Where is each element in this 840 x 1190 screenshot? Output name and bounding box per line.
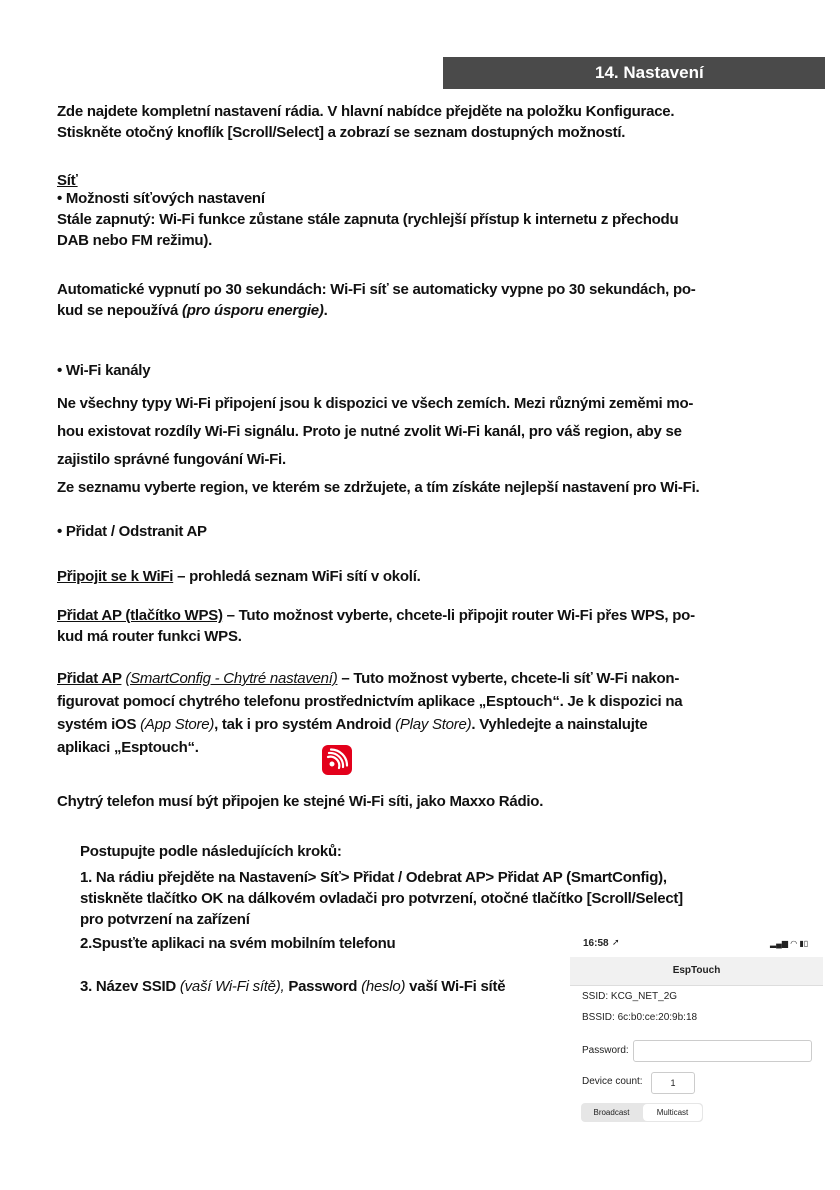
network-heading: Síť — [57, 172, 78, 189]
text-italic: (vaší Wi-Fi sítě), — [179, 978, 285, 995]
text: – Tuto možnost vyberte, chcete-li síť W-Fi nakon- — [337, 670, 680, 687]
section-header-bar — [443, 57, 825, 89]
text: systém iOS — [57, 716, 141, 733]
smartconfig-text — [57, 716, 647, 734]
text-italic: (App Store) — [140, 716, 215, 733]
smartconfig-text: figurovat pomocí chytrého telefonu prostřednictvím aplikace „Esptouch“. Je k dispozici na — [57, 693, 683, 710]
text: . Vyhledejte a nainstalujte — [471, 716, 648, 733]
steps-heading: Postupujte podle následujících kroků: — [80, 843, 342, 860]
smartconfig-text: aplikaci „Esptouch“. — [57, 739, 199, 756]
text: – prohledá seznam WiFi sítí v okolí. — [173, 568, 421, 585]
step-1: 1. Na rádiu přejděte na Nastavení> Síť> Přidat / Odebrat AP> Přidat AP (SmartConfig), — [80, 869, 667, 886]
multicast-segment[interactable]: Multicast — [643, 1104, 702, 1121]
step-3 — [80, 978, 505, 996]
step-1: pro potvrzení na zařízení — [80, 911, 250, 928]
auto-off-text: Automatické vypnutí po 30 sekundách: Wi-Fi síť se automaticky vypne po 30 sekundách, po- — [57, 281, 696, 298]
channels-text: Ne všechny typy Wi-Fi připojení jsou k dispozici ve všech zemích. Mezi různými zeměmi mo- — [57, 395, 694, 412]
location-icon: ➚ — [612, 937, 620, 947]
text: 3. Název SSID — [80, 978, 180, 995]
text: – Tuto možnost vyberte, chcete-li připojit router Wi-Fi přes WPS, po- — [222, 607, 695, 624]
ap-heading: • Přidat / Odstranit AP — [57, 523, 207, 540]
always-on-text: DAB nebo FM režimu). — [57, 232, 212, 249]
broadcast-segment[interactable]: Broadcast — [593, 1108, 630, 1117]
connect-wifi-link: Připojit se k WiFi — [57, 568, 174, 585]
text-italic: (pro úsporu energie) — [181, 302, 324, 319]
network-options-heading: • Možnosti síťových nastavení — [57, 190, 265, 207]
smartconfig-link: Přidat AP — [57, 670, 122, 687]
channels-text: zajistilo správné fungování Wi-Fi. — [57, 451, 286, 468]
esptouch-app-icon — [322, 745, 352, 775]
wps-link: Přidat AP (tlačítko WPS) — [57, 607, 223, 624]
step-1: stiskněte tlačítko OK na dálkovém ovladači pro potvrzení, otočné tlačítko [Scroll/Select] — [80, 890, 683, 907]
wps-text: kud má router funkci WPS. — [57, 628, 242, 645]
mode-segmented-control — [581, 1103, 703, 1122]
smartconfig-link-italic: (SmartConfig - Chytré nastavení) — [125, 670, 338, 687]
intro-line: Stiskněte otočný knoflík [Scroll/Select] a zobrazí se seznam dostupných možností. — [57, 124, 626, 141]
text: , tak i pro systém Android — [214, 716, 396, 733]
text: kud se nepoužívá — [57, 302, 182, 319]
auto-off-text — [57, 302, 328, 320]
app-nav-bar — [570, 957, 823, 986]
text: . — [323, 302, 328, 319]
text-italic: (Play Store) — [395, 716, 472, 733]
intro-line: Zde najdete kompletní nastavení rádia. V hlavní nabídce přejděte na položku Konfigurace. — [57, 103, 675, 120]
channels-text: Ze seznamu vyberte region, ve kterém se zdržujete, a tím získáte nejlepší nastavení pro Wi-Fi. — [57, 479, 700, 496]
channels-text: hou existovat rozdíly Wi-Fi signálu. Proto je nutné zvolit Wi-Fi kanál, pro váš region, aby se — [57, 423, 682, 440]
password-label: Password: — [582, 1045, 629, 1056]
smartconfig-text — [57, 670, 679, 688]
phone-note: Chytrý telefon musí být připojen ke stejné Wi-Fi síti, jako Maxxo Rádio. — [57, 793, 544, 810]
device-count-label: Device count: — [582, 1076, 643, 1087]
status-time: 16:58 — [583, 938, 609, 949]
wps-text — [57, 607, 695, 625]
text: Password — [284, 978, 362, 995]
password-input[interactable] — [633, 1040, 812, 1062]
step-2: 2.Spusťte aplikaci na svém mobilním telefonu — [80, 935, 396, 952]
always-on-text: Stále zapnutý: Wi-Fi funkce zůstane stále zapnuta (rychlejší přístup k internetu z přechodu — [57, 211, 679, 228]
esptouch-screenshot — [570, 935, 825, 1135]
text-italic: (heslo) — [361, 978, 406, 995]
connect-wifi-text — [57, 568, 421, 586]
app-title: EspTouch — [672, 965, 721, 976]
text: vaší Wi-Fi sítě — [405, 978, 506, 995]
bssid-label: BSSID: 6c:b0:ce:20:9b:18 — [582, 1012, 698, 1023]
wifi-channels-heading: • Wi-Fi kanály — [57, 362, 151, 379]
section-title: 14. Nastavení — [595, 63, 704, 82]
ssid-label: SSID: KCG_NET_2G — [582, 991, 678, 1002]
device-count-input[interactable]: 1 — [651, 1072, 695, 1094]
status-icons: ▂▄▆ ◠ ▮▯ — [770, 939, 809, 948]
